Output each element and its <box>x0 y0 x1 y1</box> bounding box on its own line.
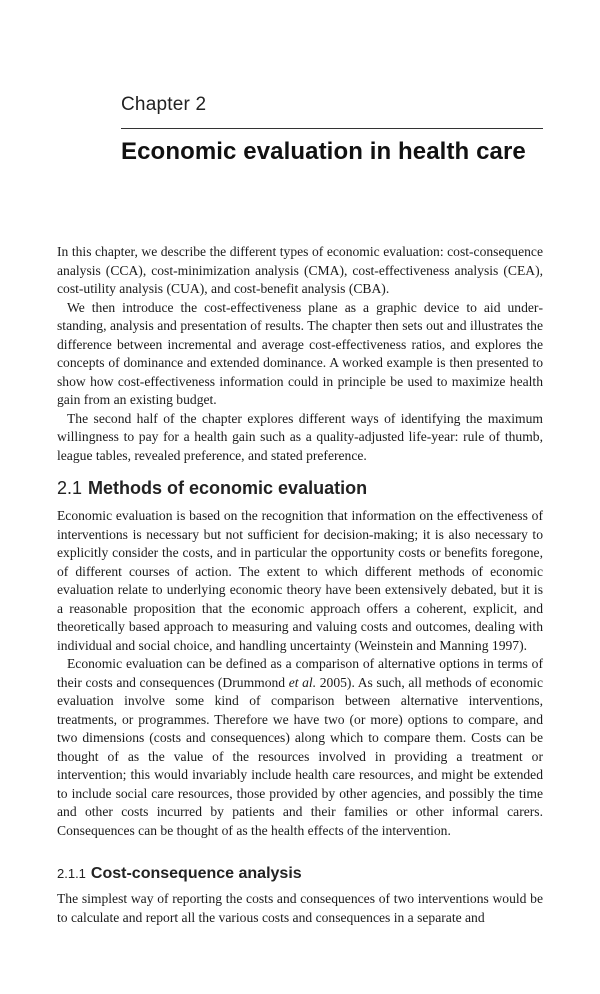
paragraph-text-start: Economic evaluation can be defined as a comparison of alternative options in terms of their costs and consequences (Drummond <box>57 656 543 690</box>
section-2-1-body <box>57 507 543 840</box>
intro-paragraph-1: In this chapter, we describe the different types of economic evaluation: cost-consequence analysis (CCA), cost-minimization analysis (CMA), cost-effectiveness analysis (CEA), cost-utility analysis (CUA), and cost-benefit analysis (CBA). <box>57 244 543 296</box>
section-title: Methods of economic evaluation <box>88 478 368 498</box>
chapter-rule <box>121 128 543 129</box>
section-2-1-paragraph-2 <box>57 655 543 840</box>
subsection-title: Cost-consequence analysis <box>90 865 302 882</box>
section-number: 2.1 <box>57 478 83 498</box>
chapter-introduction <box>57 243 543 465</box>
intro-paragraph-2: We then introduce the cost-effectiveness plane as a graphic device to aid understanding, analysis and presentation of results. The chapter then sets out and illustrates the difference between incremental and average cost-effectiveness ratios, and explores the concepts of dominance and extended dominance. A worked example is then presented to show how cost-effectiveness information could in principle be used to maximize health gain from an existing budget. <box>57 299 543 407</box>
chapter-title: Economic evaluation in health care <box>121 138 526 165</box>
section-2-1-1-body <box>57 890 543 927</box>
paragraph-text-end: 2005). As such, all methods of economic evaluation involve some kind of comparison between alternative interventions, treatments, or programmes. Therefore we have two (or more) options to compare, and two dimensions (costs and consequences) along which to compare them. Costs can be thought of as the value of the resources involved in providing a treatment or intervention; this would invariably include health care resources, and might be extended to include social care resources, those provided by other agencies, and possibly the time and other costs incurred by patients and their families or other informal carers. Consequences can be thought of as the health effects of the intervention. <box>57 674 543 838</box>
italic-citation-text: et al. <box>288 674 317 690</box>
subsection-number: 2.1.1 <box>57 866 86 881</box>
subsection-heading-2-1-1 <box>57 865 302 883</box>
intro-paragraph-3: The second half of the chapter explores different ways of identifying the maximum willingness to pay for a health gain such as a quality-adjusted life-year: rule of thumb, league tables, revealed preference, and stated preference. <box>57 410 543 463</box>
section-heading-2-1 <box>57 478 367 499</box>
chapter-label: Chapter 2 <box>121 94 207 115</box>
section-2-1-paragraph-1: Economic evaluation is based on the recognition that information on the effectiveness of interventions is necessary but not sufficient for decision-making; it is also necessary to explicitly consider the costs, and in particular the opportunity costs or benefits foregone, of different courses of action. The extent to which different methods of economic evaluation relate to underlying economic theory have been extensively debated, but it is a reasonable proposition that the economic approach offers a coherent, explicit, and theoretically based approach to measuring and valuing costs and outcomes, dealing with individual and social choice, and handling uncertainty (Weinstein and Manning 1997). <box>57 508 543 653</box>
section-2-1-1-paragraph-1: The simplest way of reporting the costs and consequences of two interventions would be to calculate and report all the various costs and consequences in a separate and <box>57 891 543 925</box>
